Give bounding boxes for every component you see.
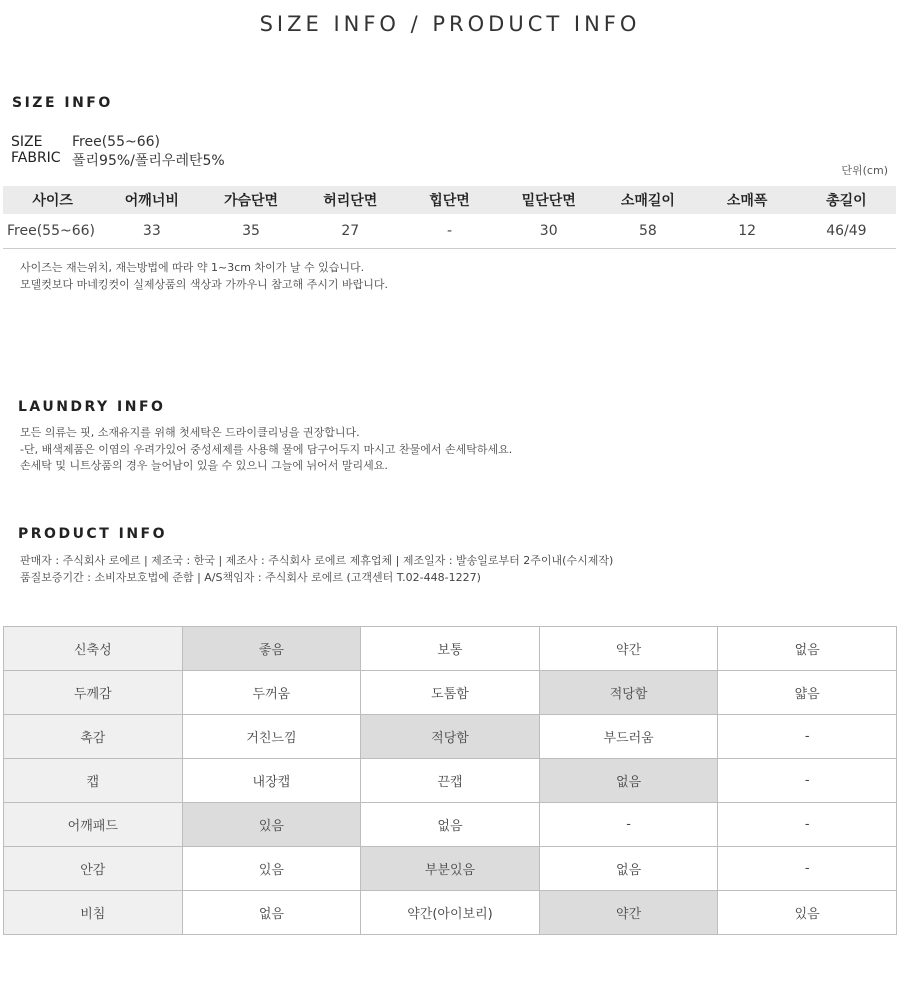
attribute-option: 보통 xyxy=(361,627,540,671)
attribute-option: 없음 xyxy=(361,803,540,847)
attribute-row xyxy=(4,847,897,891)
size-cell: 58 xyxy=(598,214,697,249)
attribute-option: 부드러움 xyxy=(539,715,718,759)
attributes-table xyxy=(3,626,897,935)
attribute-option: 있음 xyxy=(182,847,361,891)
fabric-value: 폴리95%/폴리우레탄5% xyxy=(72,153,225,169)
size-cell: 12 xyxy=(698,214,797,249)
size-info-heading: SIZE INFO xyxy=(12,95,113,111)
laundry-info-heading: LAUNDRY INFO xyxy=(18,399,166,415)
size-table xyxy=(3,186,896,249)
attribute-row xyxy=(4,891,897,935)
attribute-option-selected: 부분있음 xyxy=(361,847,540,891)
attribute-option: - xyxy=(718,715,897,759)
attribute-option: 약간 xyxy=(539,627,718,671)
size-header-cell: 허리단면 xyxy=(301,186,400,214)
attribute-row xyxy=(4,803,897,847)
attribute-row xyxy=(4,759,897,803)
size-label: SIZE xyxy=(11,134,43,150)
unit-note: 단위(cm) xyxy=(841,164,888,177)
laundry-notes xyxy=(20,425,512,475)
attribute-option: 끈캡 xyxy=(361,759,540,803)
attribute-label: 두께감 xyxy=(4,671,183,715)
attribute-label: 비침 xyxy=(4,891,183,935)
product-info-heading: PRODUCT INFO xyxy=(18,526,168,542)
table-row xyxy=(3,214,896,249)
attribute-option-selected: 있음 xyxy=(182,803,361,847)
size-header-cell: 힙단면 xyxy=(400,186,499,214)
size-notes xyxy=(20,260,388,293)
size-header-cell: 밑단단면 xyxy=(499,186,598,214)
size-cell: 35 xyxy=(201,214,300,249)
attribute-label: 어깨패드 xyxy=(4,803,183,847)
size-note-line: 모델컷보다 마네킹컷이 실제상품의 색상과 가까우니 참고해 주시기 바랍니다. xyxy=(20,277,389,291)
fabric-label: FABRIC xyxy=(11,150,61,166)
attribute-label: 신축성 xyxy=(4,627,183,671)
attribute-option-selected: 좋음 xyxy=(182,627,361,671)
attribute-option: - xyxy=(718,803,897,847)
product-line: 판매자 : 주식회사 로에르 | 제조국 : 한국 | 제조사 : 주식회사 로에르 제휴업체 | 제조일자 : 발송일로부터 2주이내(수시제작) xyxy=(20,554,614,567)
laundry-line: 손세탁 및 니트상품의 경우 늘어남이 있을 수 있으니 그늘에 뉘어서 말리세요. xyxy=(20,459,388,472)
attribute-option-selected: 적당함 xyxy=(361,715,540,759)
attribute-option: 얇음 xyxy=(718,671,897,715)
attribute-option-selected: 적당함 xyxy=(539,671,718,715)
size-cell: 27 xyxy=(301,214,400,249)
attribute-option: 없음 xyxy=(182,891,361,935)
attribute-label: 안감 xyxy=(4,847,183,891)
size-header-cell: 소매길이 xyxy=(598,186,697,214)
page-title: SIZE INFO / PRODUCT INFO xyxy=(259,12,641,36)
attribute-option: 도톰함 xyxy=(361,671,540,715)
size-cell: 46/49 xyxy=(797,214,896,249)
size-cell: 33 xyxy=(102,214,201,249)
attribute-option: - xyxy=(718,847,897,891)
attribute-label: 캡 xyxy=(4,759,183,803)
attribute-option: 있음 xyxy=(718,891,897,935)
attribute-option: 두꺼움 xyxy=(182,671,361,715)
size-header-cell: 가슴단면 xyxy=(201,186,300,214)
size-cell: 30 xyxy=(499,214,598,249)
size-value: Free(55~66) xyxy=(72,134,160,150)
size-header-cell: 사이즈 xyxy=(3,186,102,214)
attribute-option: - xyxy=(539,803,718,847)
attribute-option-selected: 없음 xyxy=(539,759,718,803)
attribute-option: - xyxy=(718,759,897,803)
attribute-option-selected: 약간 xyxy=(539,891,718,935)
size-header-cell: 총길이 xyxy=(797,186,896,214)
size-cell: Free(55~66) xyxy=(3,214,102,249)
product-notes xyxy=(20,553,613,586)
laundry-line: 모든 의류는 핏, 소재유지를 위해 첫세탁은 드라이클리닝을 권장합니다. xyxy=(20,426,360,439)
attribute-row xyxy=(4,715,897,759)
attribute-option: 거친느낌 xyxy=(182,715,361,759)
laundry-line: -단, 배색제품은 이염의 우려가있어 중성세제를 사용해 물에 담구어두지 마시고 찬물에서 손세탁하세요. xyxy=(20,442,513,456)
size-cell: - xyxy=(400,214,499,249)
attribute-option: 약간(아이보리) xyxy=(361,891,540,935)
attribute-row xyxy=(4,627,897,671)
size-table-header-row xyxy=(3,186,896,214)
attribute-label: 촉감 xyxy=(4,715,183,759)
attribute-row xyxy=(4,671,897,715)
attribute-option: 내장캡 xyxy=(182,759,361,803)
product-line: 품질보증기간 : 소비자보호법에 준함 | A/S책임자 : 주식회사 로에르 (고객센터 T.02-448-1227) xyxy=(20,570,481,584)
size-header-cell: 어깨너비 xyxy=(102,186,201,214)
size-header-cell: 소매폭 xyxy=(698,186,797,214)
attribute-option: 없음 xyxy=(539,847,718,891)
attribute-option: 없음 xyxy=(718,627,897,671)
size-note-line: 사이즈는 재는위치, 재는방법에 따라 약 1~3cm 차이가 날 수 있습니다. xyxy=(20,261,365,274)
